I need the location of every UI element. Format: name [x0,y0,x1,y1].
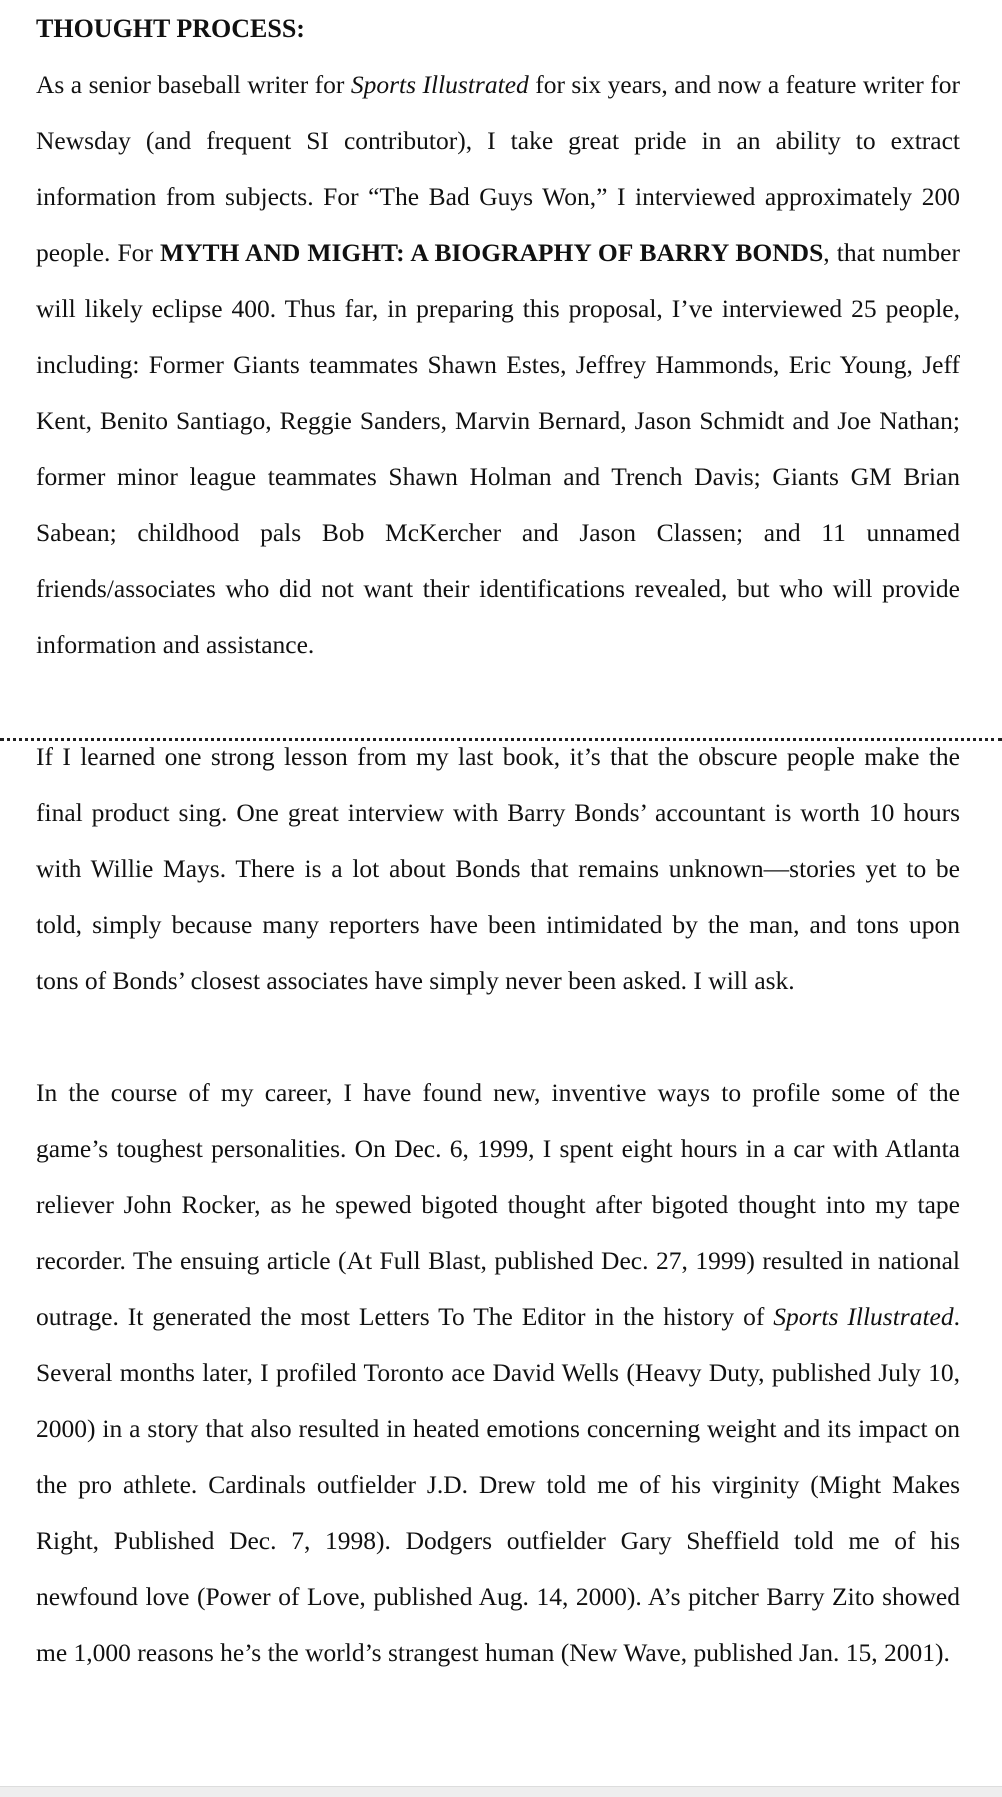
section-heading: THOUGHT PROCESS: [36,14,305,43]
publication-title-italic-2: Sports Illustrated [773,1302,954,1331]
book-title-bold: MYTH AND MIGHT: A BIOGRAPHY OF BARRY BONDS [160,238,824,267]
paragraph-interview-scope [36,57,960,673]
p1-text-c: for six years, and now a feature writer for Newsday (and frequent SI contributor), I take great pride in an ability to extract information from subjects. For “The Bad Guys Won,” I interviewed approximately 200 people. For [36,70,960,267]
page-bottom-edge [0,1786,1002,1797]
paragraph-career-profiles [36,1065,960,1681]
p3-text-a: In the course of my career, I have found new, inventive ways to profile some of the game’s toughest personalities. On Dec. 6, 1999, I spent eight hours in a car with Atlanta reliever John Rocker, as he spewed bigoted thought after bigoted thought into my tape recorder. The ensuing article (At Full Blast, published Dec. 27, 1999) resulted in national outrage. It generated the most Letters To The Editor in the history of [36,1078,960,1331]
publication-title-italic: Sports Illustrated [350,70,529,99]
p1-text-a: As a senior baseball writer for [36,70,351,99]
p3-text-c: . Several months later, I profiled Toronto ace David Wells (Heavy Duty, published July 10, 2000) in a story that also resulted in heated emotions concerning weight and its impact on the pro athlete. Cardinals outfielder J.D. Drew told me of his virginity (Might Makes Right, Published Dec. 7, 1998). Dodgers outfielder Gary Sheffield told me of his newfound love (Power of Love, published Aug. 14, 2000). A’s pitcher Barry Zito showed me 1,000 reasons he’s the world’s strangest human (New Wave, published Jan. 15, 2001). [36,1302,960,1667]
p1-text-e: , that number will likely eclipse 400. Thus far, in preparing this proposal, I’ve interviewed 25 people, including: Former Giants teammates Shawn Estes, Jeffrey Hammonds, Eric Young, Jeff Kent, Benito Santiago, Reggie Sanders, Marvin Bernard, Jason Schmidt and Joe Nathan; former minor league teammates Shawn Holman and Trench Davis; Giants GM Brian Sabean; childhood pals Bob McKercher and Jason Classen; and 11 unnamed friends/associates who did not want their identifications revealed, but who will provide information and assistance. [36,238,960,659]
paragraph-lesson: If I learned one strong lesson from my last book, it’s that the obscure people make the final product sing. One great interview with Barry Bonds’ accountant is worth 10 hours with Willie Mays. There is a lot about Bonds that remains unknown—stories yet to be told, simply because many reporters have been intimidated by the man, and tons upon tons of Bonds’ closest associates have simply never been asked. I will ask. [36,742,960,995]
